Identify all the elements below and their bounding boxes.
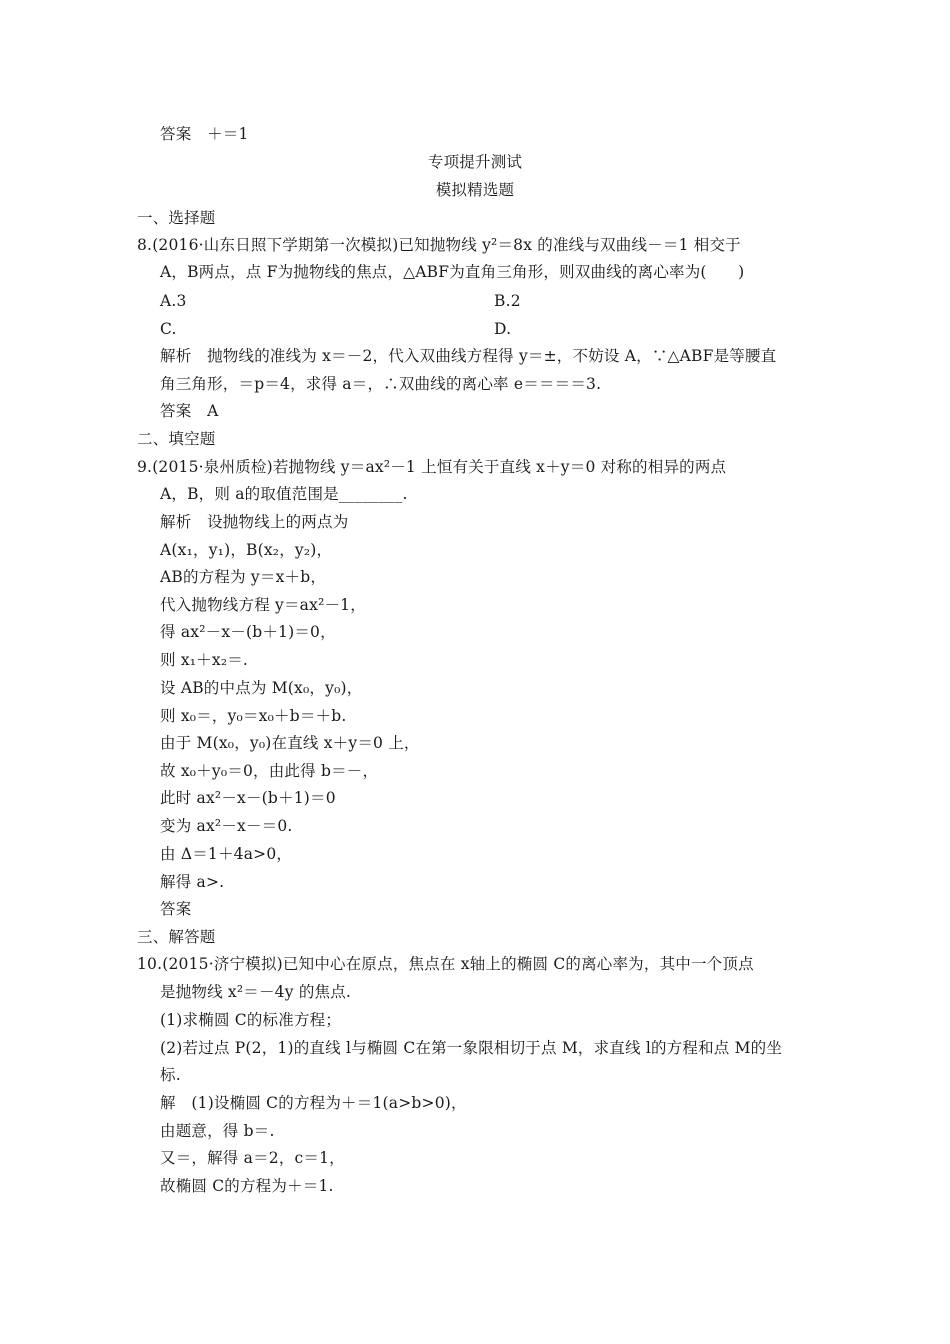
q9-analysis-line: 解析 设抛物线上的两点为 — [160, 513, 349, 531]
question-8-text: 8.(2016·山东日照下学期第一次模拟)已知抛物线 y²＝8x 的准线与双曲线－＝1 相交于 — [137, 236, 741, 254]
q8-analysis: 解析 抛物线的准线为 x＝－2，代入双曲线方程得 y＝±，不妨设 A，∵△ABF是等腰直 — [160, 347, 777, 365]
question-10-text-cont: 是抛物线 x²＝－4y 的焦点. — [160, 983, 352, 1001]
q9-analysis-line: 由 Δ＝1＋4a>0， — [160, 845, 293, 863]
q8-answer: 答案 A — [160, 402, 219, 420]
q10-solution-line: 又＝，解得 a＝2，c＝1， — [160, 1149, 345, 1167]
part-heading-solve: 三、解答题 — [137, 928, 216, 946]
q8-analysis-cont: 角三角形，＝p＝4，求得 a＝，∴双曲线的离心率 e＝＝＝＝3. — [160, 375, 602, 393]
q9-analysis-line: 设 AB的中点为 M(x₀，y₀)， — [160, 679, 363, 697]
q9-analysis-line: 由于 M(x₀，y₀)在直线 x＋y＝0 上， — [160, 734, 420, 752]
question-10-text: 10.(2015·济宁模拟)已知中心在原点，焦点在 x轴上的椭圆 C的离心率为，其中一个顶点 — [137, 955, 754, 973]
q10-part-1: (1)求椭圆 C的标准方程； — [160, 1011, 342, 1029]
option-c: C. — [160, 320, 177, 338]
q9-analysis-line: 解得 a>. — [160, 873, 225, 891]
q9-analysis-line: A(x₁，y₁)，B(x₂，y₂)， — [160, 541, 333, 559]
question-9-text-cont: A，B，则 a的取值范围是________. — [160, 485, 408, 503]
q10-solution-line: 解 (1)设椭圆 C的方程为＋＝1(a>b>0)， — [160, 1094, 467, 1112]
part-heading-fill: 二、填空题 — [137, 430, 216, 448]
q9-analysis-line: AB的方程为 y＝x＋b， — [160, 568, 327, 586]
option-d: D. — [494, 320, 512, 338]
option-b: B.2 — [494, 292, 521, 310]
q9-analysis-line: 此时 ax²－x－(b＋1)＝0 — [160, 789, 336, 807]
section-title: 专项提升测试 — [427, 153, 523, 171]
q9-analysis-line: 故 x₀＋y₀＝0，由此得 b＝－， — [160, 762, 379, 780]
q9-analysis-line: 则 x₁＋x₂＝. — [160, 651, 249, 669]
answer-line: 答案 ＋＝1 — [160, 125, 249, 143]
part-heading-choice: 一、选择题 — [137, 209, 216, 227]
question-9-text: 9.(2015·泉州质检)若抛物线 y＝ax²－1 上恒有关于直线 x＋y＝0 对称的相异的两点 — [137, 458, 727, 476]
section-subtitle: 模拟精选题 — [435, 181, 515, 199]
q9-analysis-line: 则 x₀＝，y₀＝x₀＋b＝＋b. — [160, 707, 347, 725]
q9-analysis-line: 代入抛物线方程 y＝ax²－1， — [160, 596, 366, 614]
question-8-text-cont: A，B两点，点 F为抛物线的焦点，△ABF为直角三角形，则双曲线的离心率为( ) — [160, 263, 745, 281]
q9-analysis-line: 得 ax²－x－(b＋1)＝0， — [160, 623, 336, 641]
q10-solution-line: 由题意，得 b＝. — [160, 1122, 275, 1140]
q10-solution-line: 故椭圆 C的方程为＋＝1. — [160, 1177, 334, 1195]
option-a: A.3 — [160, 292, 187, 310]
q10-part-2-cont: 标. — [160, 1066, 181, 1084]
q9-analysis-line: 变为 ax²－x－＝0. — [160, 817, 293, 835]
q9-answer: 答案 — [160, 900, 192, 918]
q10-part-2: (2)若过点 P(2，1)的直线 l与椭圆 C在第一象限相切于点 M，求直线 l的方程和点 M的坐 — [160, 1039, 783, 1057]
